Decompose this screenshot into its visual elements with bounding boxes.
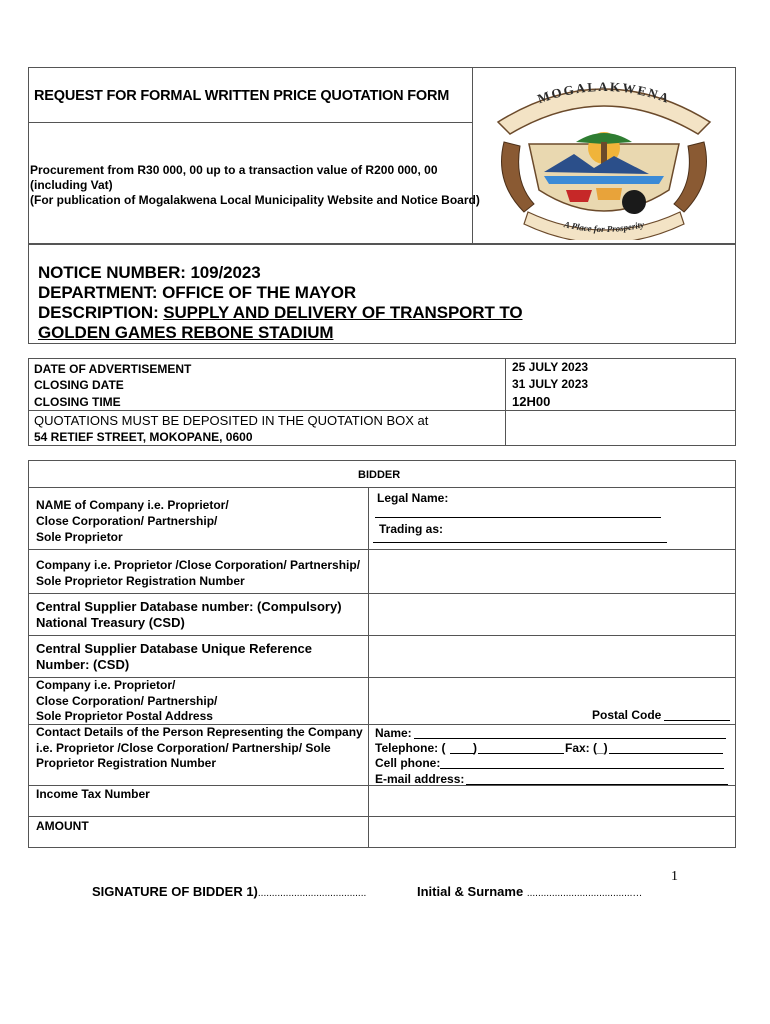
amount-field[interactable] xyxy=(369,817,735,847)
dates-row-divider xyxy=(28,410,736,411)
description-line-1: SUPPLY AND DELIVERY OF TRANSPORT TO xyxy=(163,303,523,322)
contact-line-2: i.e. Proprietor /Close Corporation/ Partnership/ Sole xyxy=(36,741,331,755)
notice-number: NOTICE NUMBER: 109/2023 xyxy=(38,263,261,282)
trading-as-label: Trading as: xyxy=(379,522,444,536)
income-tax-field[interactable] xyxy=(369,786,735,815)
description-line-2: GOLDEN GAMES REBONE STADIUM xyxy=(38,323,334,342)
deposit-line-1: QUOTATIONS MUST BE DEPOSITED IN THE QUOTATION BOX at xyxy=(34,413,429,428)
contact-line-3: Proprietor Registration Number xyxy=(36,756,217,770)
initial-field[interactable]: ......................................… xyxy=(526,888,643,899)
csd-ref-line-1: Central Supplier Database Unique Reference xyxy=(36,641,312,656)
legal-name-label: Legal Name: xyxy=(377,491,449,505)
email-label: E-mail address: xyxy=(375,772,465,786)
telephone-number-field[interactable] xyxy=(478,753,564,754)
signature-label xyxy=(92,884,366,901)
csd-number-field[interactable] xyxy=(369,594,735,634)
csd-line-2: National Treasury (CSD) xyxy=(36,615,185,630)
form-title: REQUEST FOR FORMAL WRITTEN PRICE QUOTATION FORM xyxy=(34,88,450,104)
closing-date-label: CLOSING DATE xyxy=(34,378,124,392)
description-label: DESCRIPTION: xyxy=(38,303,164,322)
registration-number-field[interactable] xyxy=(369,550,735,592)
telephone-close: ) xyxy=(473,741,477,755)
logo-motto-text: A Place for Prosperity xyxy=(563,219,645,235)
postal-line-1: Company i.e. Proprietor/ xyxy=(36,678,176,692)
page-number: 1 xyxy=(671,869,678,884)
header-divider xyxy=(472,67,473,244)
registration-line-1: Company i.e. Proprietor /Close Corporation/ Partnership/ xyxy=(36,558,361,572)
closing-date-value: 31 JULY 2023 xyxy=(512,377,589,391)
signature-field[interactable]: ....................................... xyxy=(257,888,367,899)
notice-department: DEPARTMENT: OFFICE OF THE MAYOR xyxy=(38,283,357,302)
procurement-line-3: (For publication of Mogalakwena Local Municipality Website and Notice Board) xyxy=(30,193,480,207)
contact-name-label: Name: xyxy=(375,726,412,740)
postal-code-label: Postal Code xyxy=(592,708,662,722)
cell-phone-label: Cell phone: xyxy=(375,756,441,770)
postal-code-field[interactable] xyxy=(664,720,730,721)
initial-label: Initial & Surname xyxy=(417,884,524,899)
closing-time-label: CLOSING TIME xyxy=(34,395,121,409)
coat-of-arms-icon xyxy=(484,72,724,240)
dates-divider xyxy=(505,358,506,446)
contact-line-1: Contact Details of the Person Representing the Company xyxy=(36,725,363,739)
postal-line-2: Close Corporation/ Partnership/ xyxy=(36,694,218,708)
procurement-line-2: (including Vat) xyxy=(30,178,113,192)
fax-field[interactable] xyxy=(609,753,723,754)
cell-phone-field[interactable] xyxy=(440,768,724,769)
postal-line-3: Sole Proprietor Postal Address xyxy=(36,709,213,723)
advertisement-value: 25 JULY 2023 xyxy=(512,360,589,374)
csd-line-1: Central Supplier Database number: (Compulsory) xyxy=(36,599,342,614)
income-tax-label: Income Tax Number xyxy=(36,787,150,801)
fax-label: Fax: (_) xyxy=(565,741,608,755)
closing-time-value: 12H00 xyxy=(512,394,551,409)
deposit-line-2: 54 RETIEF STREET, MOKOPANE, 0600 xyxy=(34,430,253,444)
notice-description xyxy=(38,303,523,323)
email-field[interactable] xyxy=(466,784,728,785)
bidder-title: BIDDER xyxy=(358,469,401,481)
amount-label: AMOUNT xyxy=(36,819,89,833)
signature-label-text: SIGNATURE OF BIDDER 1) xyxy=(92,884,258,899)
company-name-line-2: Close Corporation/ Partnership/ xyxy=(36,514,218,528)
csd-reference-field[interactable] xyxy=(369,636,735,676)
procurement-line-1: Procurement from R30 000, 00 up to a transaction value of R200 000, 00 xyxy=(30,163,438,177)
municipality-logo xyxy=(484,72,724,240)
bidder-title-divider xyxy=(28,487,736,488)
company-name-line-1: NAME of Company i.e. Proprietor/ xyxy=(36,498,229,512)
company-name-line-3: Sole Proprietor xyxy=(36,530,123,544)
csd-ref-line-2: Number: (CSD) xyxy=(36,657,130,672)
legal-name-field[interactable] xyxy=(375,517,661,518)
telephone-code-field[interactable] xyxy=(450,753,474,754)
registration-line-2: Sole Proprietor Registration Number xyxy=(36,574,245,588)
contact-name-field[interactable] xyxy=(414,738,726,739)
header-row-divider xyxy=(28,122,472,123)
telephone-label: Telephone: ( xyxy=(375,741,446,755)
advertisement-label: DATE OF ADVERTISEMENT xyxy=(34,362,192,376)
initial-surname xyxy=(417,884,642,901)
logo-name-text: MOGALAKWENA xyxy=(535,78,673,107)
trading-as-field[interactable] xyxy=(373,542,667,543)
